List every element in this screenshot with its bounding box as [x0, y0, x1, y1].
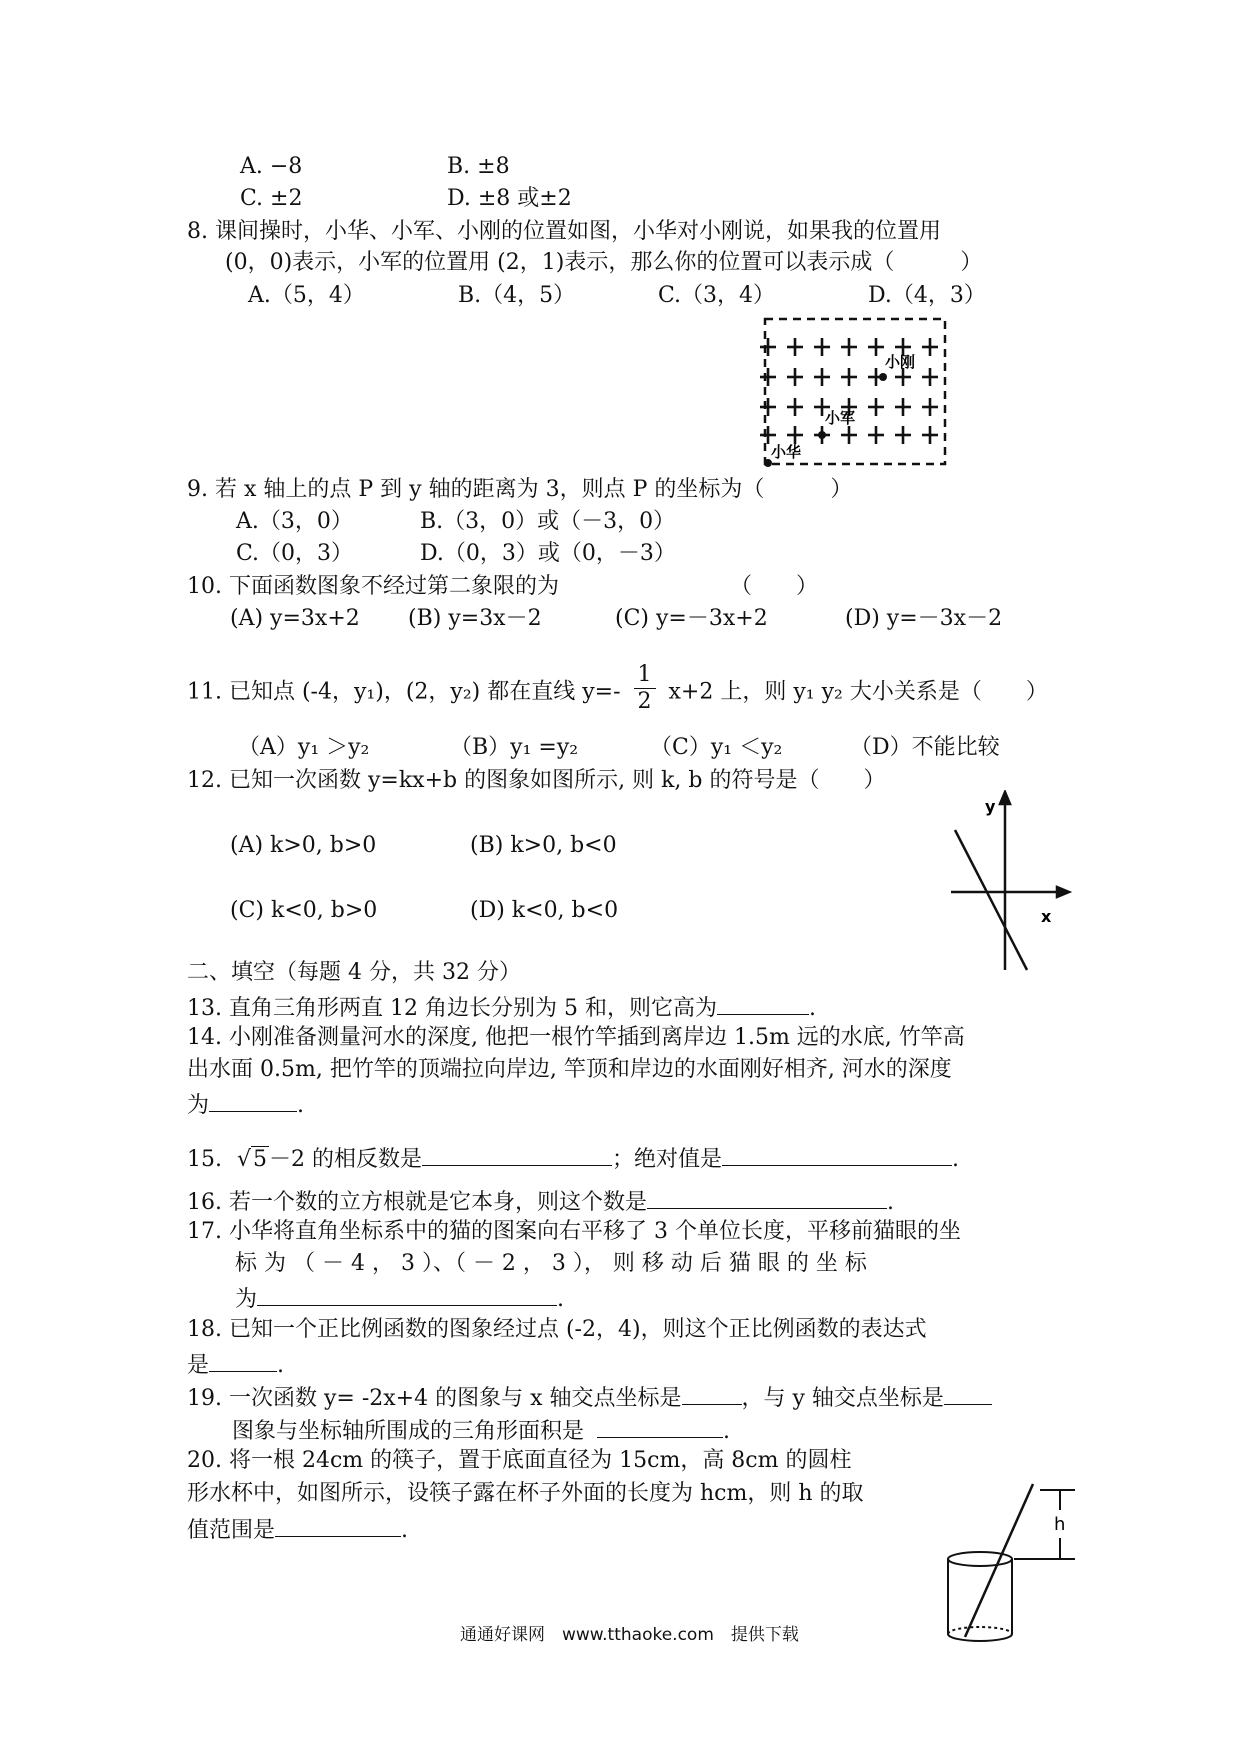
q19-y-intercept-blank[interactable]: [944, 1380, 992, 1405]
q10-option-d: (D) y=－3x－2: [845, 606, 1003, 631]
q19-area-blank[interactable]: [597, 1413, 723, 1438]
q11-option-b: （B）y₁ =y₂: [450, 735, 579, 760]
xiaojun-label: 小军: [825, 409, 856, 427]
q8-option-a: A.（5，4）: [248, 283, 365, 308]
q15-rest: －2 的相反数是: [269, 1147, 423, 1172]
y-axis-arrow: [1000, 792, 1010, 804]
q15-number: 15.: [187, 1147, 222, 1172]
q14-line1: 14. 小刚准备测量河水的深度, 他把一根竹竿插到离岸边 1.5m 远的水底, 竹竿高: [187, 1025, 965, 1050]
q17-answer-blank[interactable]: [257, 1281, 557, 1306]
q11-fraction-denominator: 2: [637, 689, 652, 714]
q8-option-d: D.（4，3）: [868, 283, 986, 308]
q19-line1b: ，与 y 轴交点坐标是: [741, 1386, 944, 1411]
q12-option-b: (B) k>0, b<0: [470, 833, 617, 858]
q19-line1: [187, 1380, 992, 1414]
q14-line2: 出水面 0.5m, 把竹竿的顶端拉向岸边, 竿顶和岸边的水面刚好相齐, 河水的深度: [187, 1057, 952, 1082]
xiaogang-point: [879, 373, 887, 381]
q18-line2-text: 是: [187, 1353, 210, 1378]
q17-line3: [235, 1281, 564, 1315]
q9-stem: 9. 若 x 轴上的点 P 到 y 轴的距离为 3，则点 P 的坐标为（ ）: [187, 477, 853, 502]
footer-source: 通通好课网 www.tthaoke.com 提供下载: [460, 1625, 799, 1645]
q10-option-c: (C) y=－3x+2: [615, 606, 768, 631]
q20-line3-text: 值范围是: [187, 1518, 276, 1543]
q20-line3: [187, 1512, 408, 1546]
q20-answer-blank[interactable]: [275, 1512, 401, 1537]
q15-mid: ；绝对值是: [612, 1147, 723, 1172]
q7-option-d: D. ±8 或±2: [447, 186, 572, 211]
q11-fraction: [634, 662, 656, 715]
q20-line2: 形水杯中，如图所示，设筷子露在杯子外面的长度为 hcm，则 h 的取: [187, 1481, 864, 1506]
q14-end: .: [297, 1093, 305, 1118]
q8-line1: 8. 课间操时，小华、小军、小刚的位置如图，小华对小刚说，如果我的位置用: [187, 219, 941, 244]
q7-option-c: C. ±2: [240, 186, 303, 211]
q19-end: .: [723, 1419, 731, 1444]
q19-line1a: 19. 一次函数 y= -2x+4 的图象与 x 轴交点坐标是: [187, 1386, 682, 1411]
q9-option-b: B.（3，0）或（－3，0）: [420, 509, 676, 534]
q8-option-b: B.（4，5）: [458, 283, 576, 308]
q20-end: .: [401, 1518, 409, 1543]
q10-stem: 10. 下面函数图象不经过第二象限的为: [187, 574, 559, 599]
q16: [187, 1184, 894, 1218]
q11-fraction-numerator: 1: [634, 662, 656, 689]
function-line: [955, 830, 1027, 970]
q9-option-d: D.（0，3）或（0，－3）: [420, 541, 676, 566]
q15-absolute-blank[interactable]: [722, 1141, 952, 1166]
q8-option-c: C.（3，4）: [658, 283, 776, 308]
q11-stem-post: x+2 上，则 y₁ y₂ 大小关系是（ ）: [668, 679, 1048, 705]
q12-linear-graph: [945, 790, 1075, 980]
cup-bottom: [948, 1634, 1012, 1641]
x-axis-arrow: [1057, 887, 1069, 897]
q19-line2: [232, 1413, 730, 1447]
q11-stem: [187, 662, 1048, 719]
q10-option-b: (B) y=3x－2: [408, 606, 542, 631]
q18-line2: [187, 1347, 284, 1381]
q7-option-a: A. −8: [240, 154, 303, 179]
q13-answer-blank[interactable]: [717, 990, 809, 1015]
q18-answer-blank[interactable]: [209, 1347, 277, 1372]
q17-line3-text: 为: [235, 1287, 258, 1312]
section-2-heading: 二、填空（每题 4 分，共 32 分）: [187, 960, 521, 985]
q10-answer-paren: （ ）: [730, 574, 819, 599]
q14-answer-blank[interactable]: [209, 1087, 297, 1112]
xiaogang-label: 小刚: [885, 353, 916, 371]
cup-bottom-back: [948, 1627, 1012, 1634]
xiaojun-point: [818, 431, 826, 439]
q17-line1: 17. 小华将直角坐标系中的猫的图案向右平移了 3 个单位长度，平移前猫眼的坐: [187, 1219, 961, 1244]
q9-option-c: C.（0，3）: [236, 541, 354, 566]
q17-end: .: [557, 1287, 565, 1312]
q7-option-b: B. ±8: [447, 154, 510, 179]
x-axis-label: x: [1041, 907, 1052, 926]
q11-option-a: （A）y₁ ＞y₂: [238, 735, 370, 760]
q14-line3-text: 为: [187, 1093, 210, 1118]
q15-sqrt: √5: [237, 1147, 268, 1172]
q17-line2: 标 为 （ － 4 ， 3 ）、（ － 2 ， 3 ）， 则 移 动 后 猫 眼 的 坐 标: [235, 1251, 867, 1276]
q18-line1: 18. 已知一个正比例函数的图象经过点 (-2，4)，则这个正比例函数的表达式: [187, 1317, 927, 1342]
q11-option-d: （D）不能比较: [850, 735, 1000, 760]
q11-option-c: （C）y₁ ＜y₂: [650, 735, 783, 760]
q13: [187, 990, 816, 1024]
h-label: h: [1054, 1514, 1066, 1535]
chopstick: [965, 1484, 1033, 1637]
q12-option-c: (C) k<0, b>0: [230, 898, 378, 923]
q19-x-intercept-blank[interactable]: [682, 1380, 742, 1405]
q18-end: .: [277, 1353, 285, 1378]
q15-radicand: 5: [253, 1147, 268, 1172]
q16-end: .: [886, 1190, 894, 1215]
xiaohua-label: 小华: [771, 443, 802, 461]
q19-line2-text: 图象与坐标轴所围成的三角形面积是: [232, 1419, 585, 1444]
q15: [187, 1141, 959, 1175]
q12-option-d: (D) k<0, b<0: [470, 898, 619, 923]
q15-end: .: [952, 1147, 960, 1172]
q12-stem: 12. 已知一次函数 y=kx+b 的图象如图所示, 则 k, b 的符号是（ ）: [187, 768, 886, 793]
q9-option-a: A.（3，0）: [236, 509, 353, 534]
q14-line3: [187, 1087, 304, 1121]
q13-text: 13. 直角三角形两直 12 角边长分别为 5 和，则它高为: [187, 996, 717, 1021]
q10-option-a: (A) y=3x+2: [230, 606, 360, 631]
q15-opposite-blank[interactable]: [422, 1141, 612, 1166]
q8-line2: (0，0)表示，小军的位置用 (2，1)表示，那么你的位置可以表示成（ ）: [225, 250, 983, 275]
q12-option-a: (A) k>0, b>0: [230, 833, 377, 858]
q13-end: .: [808, 996, 816, 1021]
q11-stem-pre: 11. 已知点 (-4，y₁)，(2，y₂) 都在直线 y=-: [187, 679, 621, 705]
y-axis-label: y: [985, 797, 996, 816]
q20-line1: 20. 将一根 24cm 的筷子，置于底面直径为 15cm，高 8cm 的圆柱: [187, 1448, 852, 1473]
q16-answer-blank[interactable]: [647, 1184, 887, 1209]
q16-text: 16. 若一个数的立方根就是它本身，则这个数是: [187, 1190, 647, 1215]
q20-cup-chopstick-figure: [940, 1480, 1080, 1650]
q8-position-grid: [755, 315, 955, 470]
